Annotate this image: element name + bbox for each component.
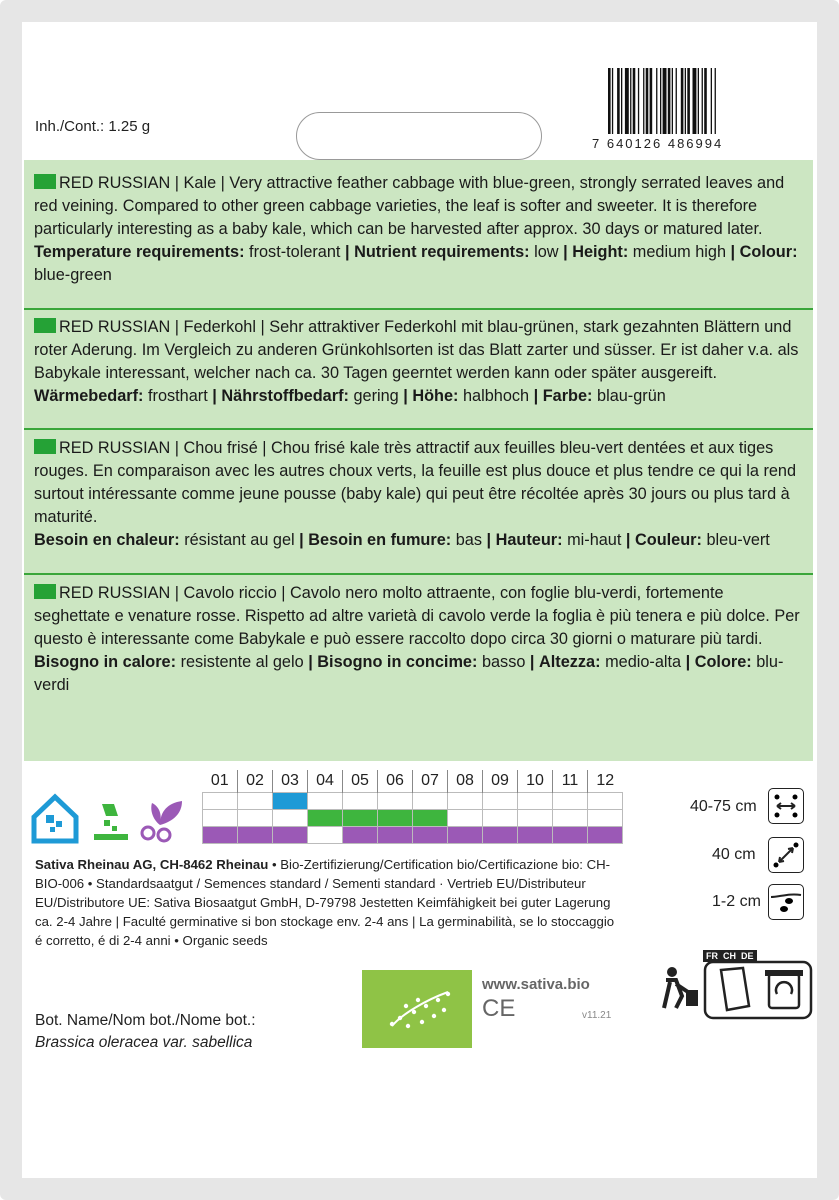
month-header: 08 [448,770,483,793]
barcode-bar [685,68,686,134]
section-intro: RED RUSSIAN | Cavolo riccio | Cavolo nero molto attraente, con foglie blu-verdi, fortemente seghettate e venature rosse. Rispetto ad altre varietà di cavolo verde la foglia è più tenera e più dolce. Per questo è interessante come Babykale e può essere raccolto dopo circa 30 giorni o maturare più tardi. [34,584,800,648]
website-link[interactable]: www.sativa.bio [482,976,590,993]
row-distance-value: 40-75 cm [690,798,757,815]
month-header: 10 [518,770,553,793]
barcode [606,68,776,144]
sowing-depth-value: 1-2 cm [712,893,761,910]
month-header: 09 [483,770,518,793]
barcode-bar [625,68,629,134]
sowing-indoor-cell [273,793,308,810]
barcode-bar [638,68,639,134]
prop-value: basso [481,653,526,671]
prop-label: Höhe: [412,387,459,405]
tidyman-icon [652,962,702,1012]
prop-value: bleu-vert [706,531,770,549]
prop-label: Colore: [694,653,752,671]
barcode-bar [715,68,716,134]
sowing-depth-icon [768,884,804,920]
prop-value: résistant au gel [184,531,295,549]
harvest-cell [343,827,378,844]
month-header: 06 [378,770,413,793]
harvest-cell [308,827,343,844]
prop-label: Farbe: [542,387,593,405]
botanical-name: Brassica oleracea var. sabellica [35,1034,253,1051]
harvest-cell [413,827,448,844]
plant-distance-value: 40 cm [712,846,756,863]
planting-out-cell [378,810,413,827]
sowing-indoor-cell [518,793,553,810]
prop-label: Bisogno in concime: [317,653,478,671]
sowing-indoor-cell [308,793,343,810]
botanical-label: Bot. Name/Nom bot./Nome bot.: [35,1012,256,1029]
section-intro: RED RUSSIAN | Chou frisé | Chou frisé kale très attractif aux feuilles bleu-vert dentées et aux tiges rouges. En comparaison avec les autres choux verts, la feuille est plus douce et plus tendre ce qui la rend surtout intéressante comme jeune pousse (baby kale) qui peut être récoltée après 30 jours ou plus tard à maturité. [34,439,797,526]
barcode-bar [702,68,703,134]
prop-label: Temperature requirements: [34,243,245,261]
barcode-bar [643,68,644,134]
barcode-bar [630,68,631,134]
barcode-bar [668,68,671,134]
month-header: 04 [308,770,343,793]
prop-value: frost-tolerant [249,243,341,261]
sowing-indoor-cell [588,793,623,810]
prop-value: halbhoch [463,387,530,405]
harvest-cell [588,827,623,844]
section-it: RED RUSSIAN | Cavolo riccio | Cavolo nero molto attraente, con foglie blu-verdi, fortemente seghettate e venature rosse. Rispetto ad altre varietà di cavolo verde la foglia è più tenera e più dolce. Per questo è interessante come Babykale e può essere raccolto dopo circa 30 giorni o maturare più tardi. Bisogno in calore: resistente al gelo | Bisogno in concime: basso | Altezza: medio-alta | Colore: blu-verdi [34,584,800,694]
section-intro: RED RUSSIAN | Kale | Very attractive feather cabbage with blue-green, strongly serrated leaves and red veining. Compared to other green cabbage varieties, the leaf is softer and sweeter. It is therefore particularly interesting as a baby kale, which can be harvested after approx. 30 days or matured later. [34,174,785,238]
barcode-bar [676,68,677,134]
prop-value: blu-verdi [34,653,784,694]
planting-out-cell [413,810,448,827]
planting-out-cell [588,810,623,827]
barcode-bar [693,68,697,134]
green-square-icon [34,584,56,599]
row-distance-icon [768,788,804,824]
prop-label: Altezza: [539,653,601,671]
prop-value: mi-haut [567,531,622,549]
legal-text [35,855,615,950]
prop-value: medium high [632,243,727,261]
prop-label: Colour: [739,243,798,261]
sowing-indoor-cell [343,793,378,810]
barcode-bar [608,68,611,134]
prop-value: resistente al gelo [180,653,304,671]
month-header: 03 [273,770,308,793]
prop-value: blau-grün [597,387,666,405]
planting-out-cell [483,810,518,827]
sowing-indoor-cell [203,793,238,810]
sowing-indoor-cell [483,793,518,810]
green-square-icon [34,439,56,454]
recycle-label-de: DE [741,951,754,961]
month-header: 05 [343,770,378,793]
prop-value: gering [353,387,399,405]
greenhouse-sowing-icon [30,793,80,845]
month-header: 01 [203,770,238,793]
version-label: v11.21 [582,1010,612,1021]
barcode-bar [650,68,653,134]
barcode-bar [711,68,712,134]
sowing-indoor-cell [448,793,483,810]
ce-mark: CE [482,995,516,1022]
sowing-indoor-cell [378,793,413,810]
month-header: 02 [238,770,273,793]
barcode-bar [672,68,673,134]
prop-value: blue-green [34,266,112,284]
section-divider [24,573,813,575]
planting-out-cell [448,810,483,827]
harvest-cell [518,827,553,844]
prop-value: medio-alta [605,653,682,671]
prop-label: Besoin en chaleur: [34,531,180,549]
prop-label: Nährstoffbedarf: [221,387,349,405]
barcode-bar [704,68,707,134]
section-divider [24,308,813,310]
planting-out-cell [238,810,273,827]
section-intro: RED RUSSIAN | Federkohl | Sehr attraktiver Federkohl mit blau-grünen, stark gezahnten Blättern und roter Aderung. Im Vergleich zu anderen Grünkohlsorten ist das Blatt zarter und süsser. Er ist daher v.a. als Babykale interessant, welcher nach ca. 30 Tagen geerntet werden kann oder später ausgereift. [34,318,799,382]
section-en: RED RUSSIAN | Kale | Very attractive feather cabbage with blue-green, strongly serrated leaves and red veining. Compared to other green cabbage varieties, the leaf is softer and sweeter. It is therefore particularly interesting as a baby kale, which can be harvested after approx. 30 days or matured later. Temperature requirements: frost-tolerant | Nutrient requirements: low | Height: medium high | Colour: blue-green [34,174,798,284]
company-name: Sativa Rheinau AG, CH-8462 Rheinau [35,857,269,872]
botanical-name-block [35,1010,256,1054]
prop-label: Wärmebedarf: [34,387,144,405]
prop-value: bas [455,531,482,549]
barcode-bar [663,68,667,134]
sowing-indoor-cell [553,793,588,810]
month-header: 12 [596,772,615,789]
sowing-calendar [202,770,623,844]
prop-label: Height: [572,243,629,261]
planting-out-cell [273,810,308,827]
month-header: 07 [413,770,448,793]
contents-label: Inh./Cont.: 1.25 g [35,118,151,135]
barcode-bar [621,68,622,134]
certification-text: • Bio-Zertifizierung/Certification bio/Certificazione bio: CH-BIO-006 • Standardsaatgut / Semences standard / Sementi standard · Vertrieb EU/Distributeur EU/Distributore UE: Sativa Biosaatgut GmbH, D-79798 Jestetten Keimfähigkeit bei guter Lagerung ca. 2-4 Jahre | Faculté germinative si bon stockage env. 2-4 ans | La germinabilità, se lo stoccaggio é corretto, é di 2-4 anni • Organic seeds [35,857,615,948]
section-fr: RED RUSSIAN | Chou frisé | Chou frisé kale très attractif aux feuilles bleu-vert dentées et aux tiges rouges. En comparaison avec les autres choux verts, la feuille est plus douce et plus tendre ce qui la rend surtout intéressante comme jeune pousse (baby kale) qui peut être récoltée après 30 jours ou plus tard à maturité. Besoin en chaleur: résistant au gel | Besoin en fumure: bas | Hauteur: mi-haut | Couleur: bleu-vert [34,439,797,549]
eu-organic-logo [362,970,472,1048]
prop-label: Hauteur: [495,531,563,549]
prop-value: frosthart [148,387,208,405]
label-window [296,112,542,160]
planting-out-cell [203,810,238,827]
prop-label: Bisogno in calore: [34,653,177,671]
barcode-bar [660,68,661,134]
barcode-bar [681,68,684,134]
harvest-cell [553,827,588,844]
sowing-indoor-cell [413,793,448,810]
barcode-bar [617,68,620,134]
harvest-cell [378,827,413,844]
section-de: RED RUSSIAN | Federkohl | Sehr attraktiver Federkohl mit blau-grünen, stark gezahnten Blättern und roter Aderung. Im Vergleich zu anderen Grünkohlsorten ist das Blatt zarter und süsser. Er ist daher v.a. als Babykale interessant, welcher nach ca. 30 Tagen geerntet werden kann oder später ausgereift. Wärmebedarf: frosthart | Nährstoffbedarf: gering | Höhe: halbhoch | Farbe: blau-grün [34,318,799,405]
planting-out-cell [308,810,343,827]
prop-label: Nutrient requirements: [354,243,530,261]
harvest-cell [273,827,308,844]
recycle-label-ch: CH [723,951,737,961]
harvest-cell [448,827,483,844]
prop-label: Couleur: [635,531,702,549]
planting-out-cell [518,810,553,827]
planting-out-icon [92,800,130,842]
section-divider [24,428,813,430]
green-square-icon [34,318,56,333]
harvest-cell [203,827,238,844]
recycle-label-fr: FR [706,951,718,961]
recycling-label [703,950,813,1020]
barcode-bar [612,68,613,134]
planting-out-cell [343,810,378,827]
harvest-icon [138,795,188,843]
barcode-bar [646,68,649,134]
month-header: 11 [553,770,588,793]
description-panel [24,160,813,761]
harvest-cell [483,827,518,844]
prop-label: Besoin en fumure: [308,531,452,549]
barcode-bar [656,68,657,134]
prop-value: low [534,243,559,261]
harvest-cell [238,827,273,844]
plant-distance-icon [768,837,804,873]
sowing-indoor-cell [238,793,273,810]
barcode-bar [687,68,690,134]
green-square-icon [34,174,56,189]
planting-out-cell [553,810,588,827]
barcode-bar [633,68,636,134]
barcode-bar [698,68,699,134]
barcode-number: 7 640126 486994 [592,136,724,151]
